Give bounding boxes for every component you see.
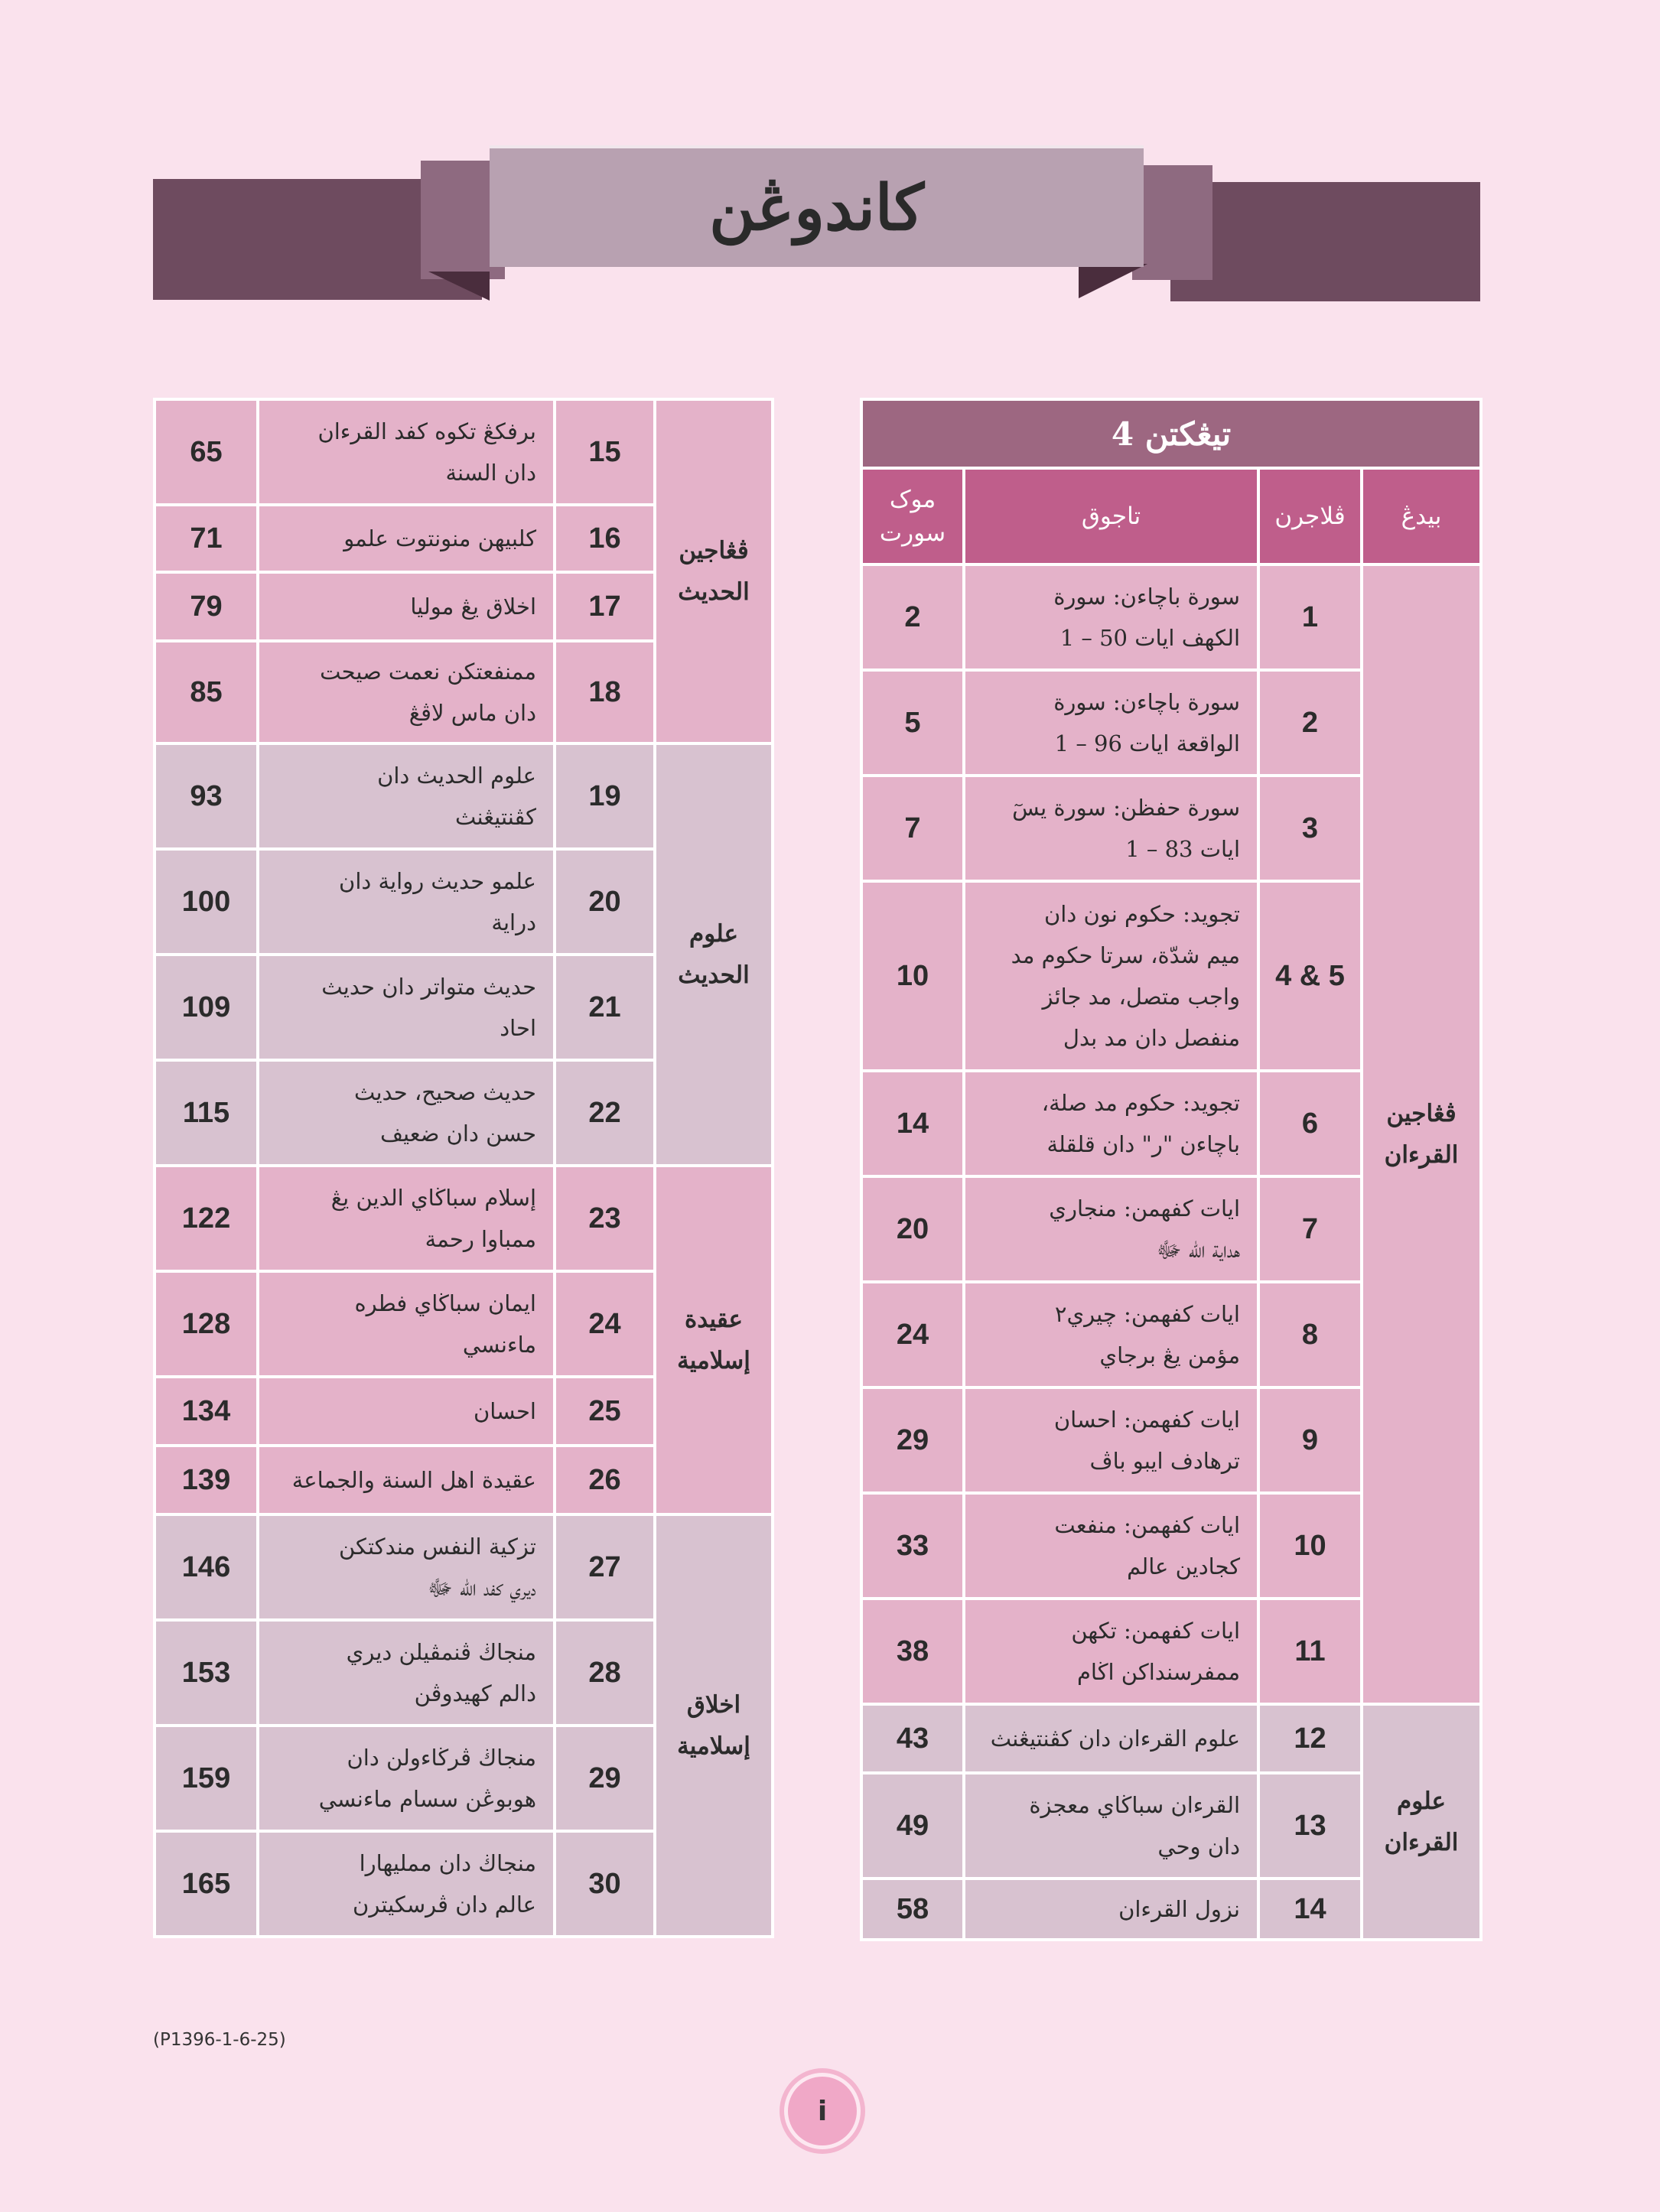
table-row [155,1166,773,1271]
topic-cell: منجاڬ ڤرڬاءولن دان هوبوڠن سسام ماءنسي [258,1726,555,1831]
page-number-cell: 139 [155,1446,258,1514]
lesson-number-cell: 16 [555,505,655,572]
lesson-number-cell: 15 [555,399,655,505]
page-number-cell: 146 [155,1514,258,1620]
header-lesson: ڤلاجرن [1258,468,1362,564]
lesson-number-cell: 14 [1258,1879,1362,1940]
lesson-number-cell: 17 [555,572,655,641]
field-cell: ڤڠاجين القرءان [1362,564,1481,1704]
topic-cell: برفكڠ تكوه كفد القرءان دان السنة [258,399,555,505]
lesson-number-cell: 8 [1258,1282,1362,1387]
topic-cell: منجاڬ دان ممليهارا عالم دان ڤرسكيترن [258,1831,555,1937]
lesson-number-cell: 21 [555,955,655,1060]
topic-cell: سورة باچاءن: سورة الكهف ايات 50 – 1 [964,564,1258,670]
topic-cell: ممنفعتكن نعمت صيحت دان ماس لاڤڠ [258,641,555,743]
page-title: كاندوڠن [709,171,924,245]
banner-ribbon-right [1170,182,1480,301]
page-number-cell: 7 [861,776,964,881]
topic-cell: القرءان سباڬاي معجزة دان وحي [964,1773,1258,1879]
header-topic: تاجوق [964,468,1258,564]
lesson-number-cell: 12 [1258,1704,1362,1773]
topic-cell: تجويد: حكوم مد صلة، باچاءن "ر" دان قلقلة [964,1071,1258,1176]
topic-cell: ايات كفهمن: چيري٢ مؤمن يڠ برجاي [964,1282,1258,1387]
lesson-number-cell: 24 [555,1271,655,1377]
page-number-cell: 71 [155,505,258,572]
field-cell: اخلاق إسلامية [655,1514,773,1937]
field-cell: علوم الحديث [655,743,773,1166]
topic-cell: تزكية النفس مندكتكن ديري كفد الله ﷻ [258,1514,555,1620]
topic-cell: علمو حديث رواية دان دراية [258,849,555,955]
page-number-cell: 10 [861,881,964,1071]
topic-cell: كلبيهن منونتوت علمو [258,505,555,572]
table-row [155,743,773,849]
lesson-number-cell: 28 [555,1620,655,1726]
topic-cell: سورة باچاءن: سورة الواقعة ايات 96 – 1 [964,670,1258,776]
header-page: موک سورت [861,468,964,564]
lesson-number-cell: 22 [555,1060,655,1166]
page-number-cell: 58 [861,1879,964,1940]
banner-fold-right [1132,165,1212,280]
page-number-cell: 20 [861,1176,964,1282]
topic-cell: علوم الحديث دان كڤنتيڠنث [258,743,555,849]
topic-cell: حديث متواتر دان حديث احاد [258,955,555,1060]
topic-cell: ايات كفهمن: تكهن ممفرسنداكن اڬام [964,1599,1258,1704]
page-number-cell: 159 [155,1726,258,1831]
page-number-cell: 2 [861,564,964,670]
lesson-number-cell: 23 [555,1166,655,1271]
lesson-number-cell: 2 [1258,670,1362,776]
topic-cell: عقيدة اهل السنة والجماعة [258,1446,555,1514]
page-number-cell: 85 [155,641,258,743]
page-number-cell: 5 [861,670,964,776]
lesson-number-cell: 6 [1258,1071,1362,1176]
topic-cell: احسان [258,1377,555,1446]
page-number-cell: 115 [155,1060,258,1166]
topic-cell: تجويد: حكوم نون دان ميم شدّة، سرتا حكوم مد واجب متصل، مد جائز منفصل دان مد بدل [964,881,1258,1071]
lesson-number-cell: 1 [1258,564,1362,670]
topic-cell: ايات كفهمن: منجاري هداية الله ﷻ [964,1176,1258,1282]
lesson-number-cell: 27 [555,1514,655,1620]
field-cell: علوم القرءان [1362,1704,1481,1940]
lesson-number-cell: 19 [555,743,655,849]
page-number-cell: 14 [861,1071,964,1176]
page-number-cell: 165 [155,1831,258,1937]
lesson-number-cell: 29 [555,1726,655,1831]
lesson-number-cell: 13 [1258,1773,1362,1879]
page-number-cell: 29 [861,1387,964,1493]
page-number-cell: 122 [155,1166,258,1271]
contents-table-right [860,398,1483,1941]
table-row [155,399,773,505]
topic-cell: سورة حفظن: سورة يسٓ ايات 83 – 1 [964,776,1258,881]
page-number-cell: 109 [155,955,258,1060]
lesson-number-cell: 18 [555,641,655,743]
header-field: بيدڠ [1362,468,1481,564]
page-number-cell: 153 [155,1620,258,1726]
lesson-number-cell: 25 [555,1377,655,1446]
contents-table-left [153,398,774,1938]
topic-cell: نزول القرءان [964,1879,1258,1940]
page-number: i [817,2095,828,2127]
table-row [861,1704,1481,1773]
page-number-cell: 79 [155,572,258,641]
page-number-cell: 93 [155,743,258,849]
print-code: (P1396-1-6-25) [153,2030,286,2050]
page-number-cell: 33 [861,1493,964,1599]
lesson-number-cell: 26 [555,1446,655,1514]
field-cell: ڤڠاجين الحديث [655,399,773,743]
table-row [861,564,1481,670]
lesson-number-cell: 30 [555,1831,655,1937]
lesson-number-cell: 20 [555,849,655,955]
page-number-cell: 128 [155,1271,258,1377]
banner-fold-shadow-right [1079,264,1147,298]
lesson-number-cell: 9 [1258,1387,1362,1493]
page-number-cell: 100 [155,849,258,955]
topic-cell: ايات كفهمن: منفعت كجادين عالم [964,1493,1258,1599]
lesson-number-cell: 11 [1258,1599,1362,1704]
topic-cell: ايمان سباڬاي فطره ماءنسي [258,1271,555,1377]
lesson-number-cell: 3 [1258,776,1362,881]
field-cell: عقيدة إسلامية [655,1166,773,1514]
form-level-title: تيڠكتن 4 [861,399,1481,468]
topic-cell: علوم القرءان دان كڤنتيڠنث [964,1704,1258,1773]
page-number-cell: 38 [861,1599,964,1704]
topic-cell: منجاڬ ڤنمڤيلن ديري دالم كهيدوڤن [258,1620,555,1726]
topic-cell: اخلاق يڠ موليا [258,572,555,641]
page-number-cell: 65 [155,399,258,505]
page-number-cell: 49 [861,1773,964,1879]
page-title-banner [490,145,1144,267]
lesson-number-cell: 4 & 5 [1258,881,1362,1071]
topic-cell: حديث صحيح، حديث حسن دان ضعيف [258,1060,555,1166]
page-number-cell: 43 [861,1704,964,1773]
lesson-number-cell: 7 [1258,1176,1362,1282]
page-number-badge [784,2073,861,2149]
page-number-cell: 134 [155,1377,258,1446]
table-row [155,1514,773,1620]
topic-cell: ايات كفهمن: احسان ترهادف ايبو باڤ [964,1387,1258,1493]
topic-cell: إسلام سباڬاي الدين يڠ ممباوا رحمة [258,1166,555,1271]
page-number-cell: 24 [861,1282,964,1387]
lesson-number-cell: 10 [1258,1493,1362,1599]
